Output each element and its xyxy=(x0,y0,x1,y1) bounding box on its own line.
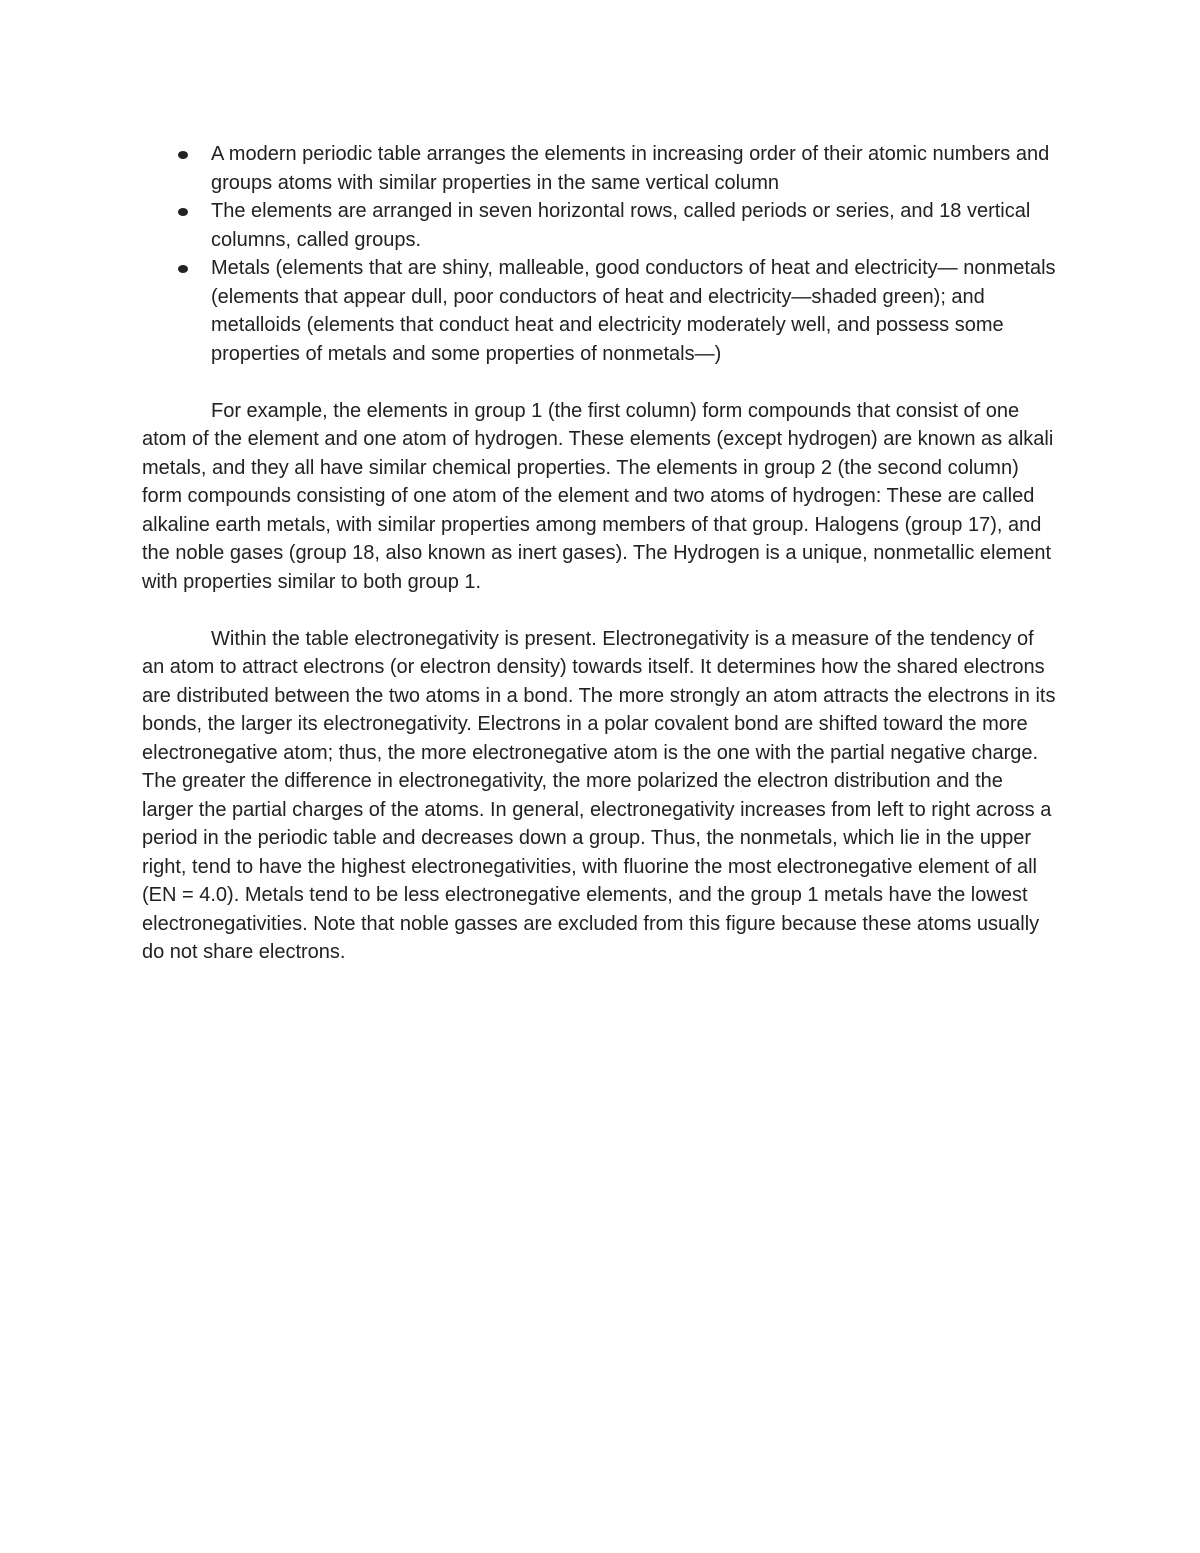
bullet-item xyxy=(142,254,1057,368)
bullet-item xyxy=(142,197,1057,254)
bullet-icon xyxy=(178,265,188,273)
bullet-icon xyxy=(178,151,188,159)
document-body xyxy=(142,140,1057,967)
paragraph-periodic-groups: For example, the elements in group 1 (the first column) form compounds that consist of one atom of the element and one atom of hydrogen. These elements (except hydrogen) are known as alkali metals, and they all have similar chemical properties. The elements in group 2 (the second column) form compounds consisting of one atom of the element and two atoms of hydrogen: These are called alkaline earth metals, with similar properties among members of that group. Halogens (group 17), and the noble gases (group 18, also known as inert gases). The Hydrogen is a unique, nonmetallic element with properties similar to both group 1. xyxy=(142,399,1054,593)
bullet-text: A modern periodic table arranges the elements in increasing order of their atomic numbers and groups atoms with similar properties in the same vertical column xyxy=(211,143,1050,194)
paragraph-electronegativity: Within the table electronegativity is present. Electronegativity is a measure of the tendency of an atom to attract electrons (or electron density) towards itself. It determines how the shared electrons are distributed between the two atoms in a bond. The more strongly an atom attracts the electrons in its bonds, the larger its electronegativity. Electrons in a polar covalent bond are shifted toward the more electronegative atom; thus, the more electronegative atom is the one with the partial negative charge. The greater the difference in electronegativity, the more polarized the electron distribution and the larger the partial charges of the atoms. In general, electronegativity increases from left to right across a period in the periodic table and decreases down a group. Thus, the nonmetals, which lie in the upper right, tend to have the highest electronegativities, with fluorine the most electronegative element of all (EN = 4.0). Metals tend to be less electronegative elements, and the group 1 metals have the lowest electronegativities. Note that noble gasses are excluded from this figure because these atoms usually do not share electrons. xyxy=(142,627,1056,963)
bullet-item xyxy=(142,140,1057,197)
bullet-text: Metals (elements that are shiny, malleable, good conductors of heat and electricity— nonmetals (elements that appear dull, poor conductors of heat and electricity—shaded green); and metalloids (elements that conduct heat and electricity moderately well, and possess some properties of metals and some properties of nonmetals—) xyxy=(211,257,1056,365)
bullet-list xyxy=(142,140,1057,368)
bullet-text: The elements are arranged in seven horizontal rows, called periods or series, and 18 vertical columns, called groups. xyxy=(211,200,1031,251)
bullet-icon xyxy=(178,208,188,216)
